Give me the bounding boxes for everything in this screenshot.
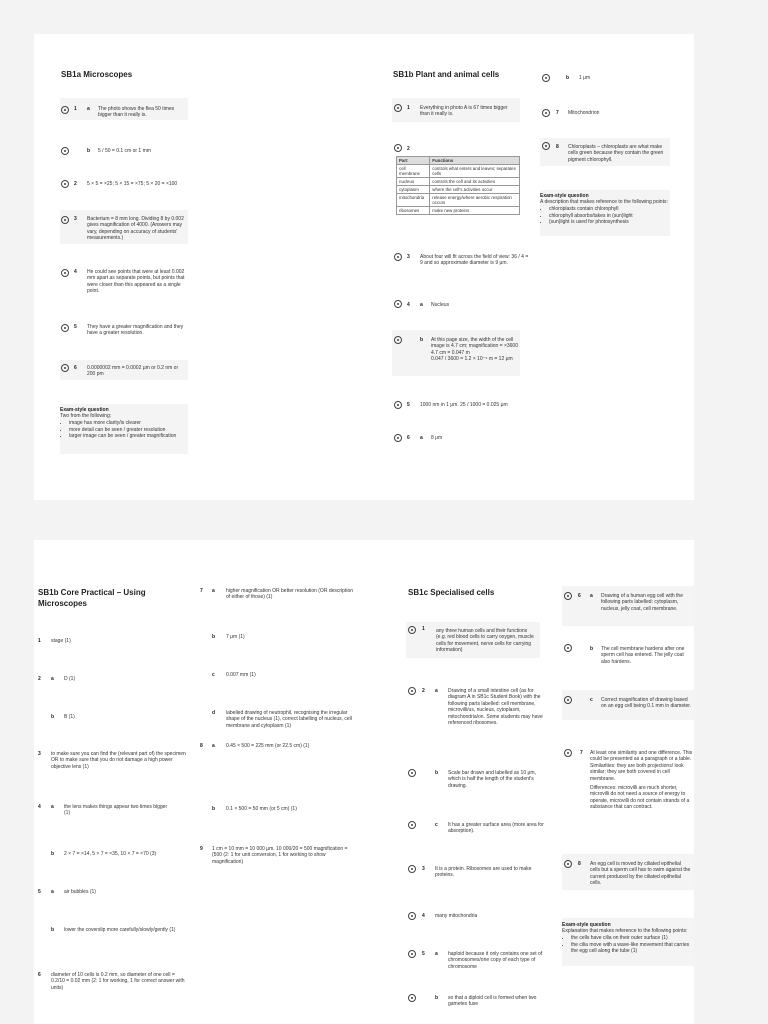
- bullet: • more detail can be seen / greater resolution: [69, 427, 188, 433]
- answer-text: 1000 nm in 1 μm. 25 / 1000 = 0.025 μm: [420, 402, 508, 408]
- answer-text: At this page size, the width of the cell image is 4.7 cm; magnification = ×3600: [431, 337, 518, 350]
- question-number: 2: [407, 146, 410, 152]
- question-number: 3: [74, 216, 77, 222]
- answer-icon: [61, 269, 69, 277]
- answer-icon: [564, 592, 572, 600]
- answer-icon: [564, 749, 572, 757]
- answer-text: 0.007 mm (1): [226, 672, 256, 678]
- answer-page-2: [34, 540, 694, 1024]
- answer-icon: [394, 401, 402, 409]
- answer-text: any three human cells and their functions (e.g. red blood cells to carry oxygen, muscle cells for movement, nerve cells for carrying information): [436, 628, 534, 654]
- question-letter: b: [51, 714, 55, 720]
- answer-text: Scale bar drawn and labelled as 10 μm, which is half the length of the student's drawing.: [448, 770, 536, 789]
- answer-text: Correct magnification of drawing based on an egg cell being 0.1 mm in diameter.: [601, 697, 692, 710]
- answer-text: At least one similarity and one difference. This could be presented as a paragraph or a table.: [590, 750, 693, 763]
- answer-icon: [394, 336, 402, 344]
- question-letter: b: [435, 770, 439, 776]
- question-number: 5: [422, 951, 425, 957]
- functions-table: [396, 156, 520, 215]
- answer-icon: [408, 994, 416, 1002]
- answer-icon: [394, 434, 402, 442]
- answer-icon: [61, 180, 69, 188]
- answer-text: to make sure you can find the (relevant part of) the specimen OR to make sure that you do not damage a high power objective lens (1): [51, 751, 186, 770]
- answer-text: the lens makes things appear two times bigger (1): [64, 804, 168, 817]
- exam-intro: Explanation that makes reference to the following points:: [562, 928, 688, 934]
- answer-icon: [408, 687, 416, 695]
- answer-text: Chloroplasts – chloroplasts are what make cells green because they contain the green pigment chlorophyll.: [568, 144, 664, 163]
- question-number: 2: [38, 676, 41, 682]
- answer-page-1: [34, 34, 694, 500]
- answer-text: 0.45 × 500 = 225 mm (or 22.5 cm) (1): [226, 743, 310, 749]
- answer-icon: [542, 142, 550, 150]
- question-number: 4: [422, 913, 425, 919]
- answer-icon: [394, 300, 402, 308]
- bullet: • image has more clarity/is clearer: [69, 420, 188, 426]
- question-number: 6: [74, 365, 77, 371]
- answer-text: Differences: microvilli are much shorter, microvilli do not need a source of energy to operate, microvilli do not contain strands of a substance that can contract.: [590, 785, 690, 811]
- bullet: • the cilia move with a wave-like movement that carries the egg cell along the tube (1): [571, 942, 694, 954]
- question-number: 6: [578, 593, 581, 599]
- answer-text: B (1): [64, 714, 75, 720]
- answer-text: Drawing of a small intestine cell (as for diagram A in SB1c Student Book) with the following parts labelled: cell membrane, microvilli/us, nucleus, cytoplasm, mitochondria/on. Some students may have referenced ribosomes.: [448, 688, 543, 727]
- table-header: Functions: [430, 157, 520, 165]
- question-number: 7: [580, 750, 583, 756]
- answer-text: 0.0000002 mm = 0.0002 μm or 0.2 nm or 200 pm: [87, 365, 179, 378]
- answer-text: 0.1 × 500 = 50 mm (or 5 cm) (1): [226, 806, 297, 812]
- question-letter: a: [420, 302, 423, 308]
- question-letter: a: [51, 676, 54, 682]
- answer-text: so that a diploid cell is formed when two gametes fuse: [448, 995, 537, 1008]
- bullet: • the cells have cilia on their outer surface (1): [571, 935, 694, 941]
- question-number: 7: [200, 588, 203, 594]
- question-letter: a: [51, 889, 54, 895]
- answer-text: The photo shows the flea 50 times bigger than it really is.: [98, 106, 175, 119]
- table-header: Part: [397, 157, 430, 165]
- question-number: 8: [578, 861, 581, 867]
- answer-icon: [61, 106, 69, 114]
- answer-text: 0.047 / 3600 = 1.2 × 10⁻⁵ m = 12 μm: [431, 356, 513, 363]
- exam-intro: Two from the following:: [60, 413, 112, 419]
- bullet: • larger image can be seen / greater magnification: [69, 433, 188, 439]
- answer-text: 2 × 7 = ×14, 5 × 7 = ×35, 10 × 7 = ×70 (3): [64, 851, 157, 857]
- answer-text: They have a greater magnification and they have a greater resolution.: [87, 324, 184, 337]
- exam-box: [562, 918, 694, 966]
- question-number: 8: [556, 144, 559, 150]
- question-number: 9: [200, 846, 203, 852]
- answer-text: 7 μm (1): [226, 634, 245, 640]
- answer-text: stage (1): [51, 638, 71, 644]
- answer-icon: [394, 144, 402, 152]
- question-number: 3: [407, 254, 410, 260]
- section-title-sb1a: SB1a Microscopes: [61, 70, 133, 79]
- answer-text: higher magnification OR better resolution (OR description of either of those) (1): [226, 588, 354, 601]
- answer-text: Mitochondrion: [568, 110, 600, 116]
- answer-text: He could see points that were at least 0.002 mm apart as separate points, but points that were closer than this appeared as a single point.: [87, 269, 185, 295]
- answer-icon: [61, 216, 69, 224]
- question-number: 6: [38, 972, 41, 978]
- question-number: 3: [38, 751, 41, 757]
- answer-text: D (1): [64, 676, 76, 682]
- table-row: nucleus controls the cell and its activities: [397, 178, 520, 186]
- question-letter: b: [420, 337, 424, 343]
- question-letter: a: [435, 951, 438, 957]
- question-letter: a: [590, 593, 593, 599]
- answer-text: About four will fit across the field of view: 36 / 4 = 9 and so approximate diameter is 9 μm.: [420, 254, 529, 267]
- answer-text-block: [590, 750, 694, 811]
- question-letter: c: [435, 822, 438, 828]
- answer-icon: [564, 644, 572, 652]
- question-letter: b: [51, 927, 55, 933]
- section-title-sb1c: SB1c Specialised cells: [408, 588, 495, 597]
- question-number: 5: [74, 324, 77, 330]
- table-row: ribosomes make new proteins: [397, 207, 520, 215]
- question-number: 2: [422, 688, 425, 694]
- answer-text-block: [431, 337, 519, 363]
- question-letter: b: [212, 634, 216, 640]
- answer-text: It is a protein. Ribosomes are used to make proteins.: [435, 866, 532, 879]
- answer-text: The cell membrane hardens after one sperm cell has entered. The jelly coat also hardens.: [601, 646, 685, 665]
- answer-icon: [408, 821, 416, 829]
- answer-icon: [408, 769, 416, 777]
- question-number: 6: [407, 435, 410, 441]
- exam-title: Exam-style question: [540, 193, 589, 199]
- answer-icon: [61, 324, 69, 332]
- answer-icon: [408, 626, 416, 634]
- answer-text: 5 × 5 = ×25; 5 × 15 = ×75; 5 × 20 = ×100: [87, 181, 178, 187]
- question-number: 1: [407, 105, 410, 111]
- answer-text: It has a greater surface area (more area for absorption).: [448, 822, 544, 835]
- question-letter: b: [87, 148, 91, 154]
- bullet: • (sun)light is used for photosynthesis: [549, 219, 670, 225]
- exam-box: [60, 404, 188, 454]
- question-number: 5: [38, 889, 41, 895]
- answer-text: An egg cell is moved by ciliated epithelial cells but a sperm cell has to swim against the current produced by the ciliated epithelial cells.: [590, 861, 691, 887]
- answer-icon: [408, 865, 416, 873]
- answer-text: Similarities: they are both projections/ look similar; they are both covered in cell membrane.: [590, 762, 684, 782]
- answer-text: 5 / 50 = 0.1 cm or 1 mm: [98, 148, 151, 154]
- section-title-sb1b: SB1b Plant and animal cells: [393, 70, 500, 79]
- question-letter: a: [51, 804, 54, 810]
- answer-text: labelled drawing of neutrophil, recognising the irregular shape of the nucleus (1), correct labelling of nucleus, cell membrane and cytoplasm (1): [226, 710, 352, 729]
- exam-intro: A description that makes reference to the following points:: [540, 199, 668, 205]
- question-letter: a: [420, 435, 423, 441]
- exam-bullets: [60, 420, 188, 439]
- answer-text: 1 μm: [579, 75, 591, 81]
- exam-box: [540, 190, 670, 236]
- question-letter: b: [590, 646, 594, 652]
- answer-text: diameter of 10 cells is 0.2 mm, so diameter of one cell = 0.2/10 = 0.02 mm (2: 1 for working, 1 for correct answer with units): [51, 972, 185, 991]
- answer-text: lower the coverslip more carefully/slowly/gently (1): [64, 927, 176, 933]
- question-letter: a: [212, 743, 215, 749]
- answer-icon: [394, 253, 402, 261]
- answer-text: 8 μm: [431, 435, 443, 441]
- question-number: 1: [74, 106, 77, 112]
- question-letter: b: [212, 806, 216, 812]
- question-letter: a: [212, 588, 215, 594]
- question-letter: c: [212, 672, 215, 678]
- exam-title: Exam-style question: [60, 407, 109, 413]
- question-letter: d: [212, 710, 216, 716]
- answer-text: Everything in photo A is 67 times bigger than it really is.: [420, 105, 508, 118]
- answer-text: 1 cm = 10 mm = 10 000 μm. 10 000/20 = 500 magnification = (500 (2: 1 for unit conversion, 1 for working to show magnification): [212, 846, 348, 865]
- answer-icon: [61, 364, 69, 372]
- table-row: cytoplasm where the cell's activities occur: [397, 186, 520, 194]
- question-letter: a: [435, 688, 438, 694]
- question-number: 2: [74, 181, 77, 187]
- answer-icon: [564, 696, 572, 704]
- question-number: 5: [407, 402, 410, 408]
- answer-icon: [408, 950, 416, 958]
- question-number: 4: [407, 302, 410, 308]
- table-row: mitochondria release energy/where aerobic respiration occurs: [397, 194, 520, 207]
- answer-icon: [394, 104, 402, 112]
- question-letter: b: [51, 851, 55, 857]
- exam-bullets: [540, 206, 670, 225]
- question-number: 7: [556, 110, 559, 116]
- table-row: cell membrane controls what enters and leaves; separates cells: [397, 165, 520, 178]
- question-number: 1: [38, 638, 41, 644]
- answer-text: many mitochondria: [435, 913, 478, 919]
- bullet: • chloroplasts contain chlorophyll: [549, 206, 670, 212]
- answer-icon: [542, 109, 550, 117]
- question-letter: b: [566, 75, 570, 81]
- answer-icon: [564, 860, 572, 868]
- answer-icon: [542, 74, 550, 82]
- question-letter: b: [435, 995, 439, 1001]
- answer-icon: [408, 912, 416, 920]
- exam-title: Exam-style question: [562, 922, 611, 928]
- exam-bullets: [562, 935, 694, 954]
- question-number: 4: [38, 804, 41, 810]
- question-letter: a: [87, 106, 90, 112]
- answer-text: air bubbles (1): [64, 889, 96, 895]
- answer-text: Drawing of a human egg cell with the following parts labelled: cytoplasm, nucleus, jelly coat, cell membrane.: [601, 593, 683, 612]
- answer-icon: [61, 147, 69, 155]
- question-number: 3: [422, 866, 425, 872]
- answer-text: Bacterium = 8 mm long. Dividing 8 by 0.002 gives magnification of 4000. (Answers may vary, depending on accuracy of students' measurements.): [87, 216, 184, 242]
- answer-text: Nucleus: [431, 302, 450, 308]
- question-number: 8: [200, 743, 203, 749]
- question-number: 4: [74, 269, 77, 275]
- question-letter: c: [590, 697, 593, 703]
- answer-text: haploid because it only contains one set of chromosomes/one copy of each type of chromosome: [448, 951, 543, 970]
- question-number: 1: [422, 626, 425, 632]
- answer-text: 4.7 cm = 0.047 m: [431, 349, 470, 356]
- bullet: • chlorophyll absorbs/takes in (sun)light: [549, 213, 670, 219]
- section-title-core-practical: SB1b Core Practical – Using Microscopes: [38, 588, 146, 608]
